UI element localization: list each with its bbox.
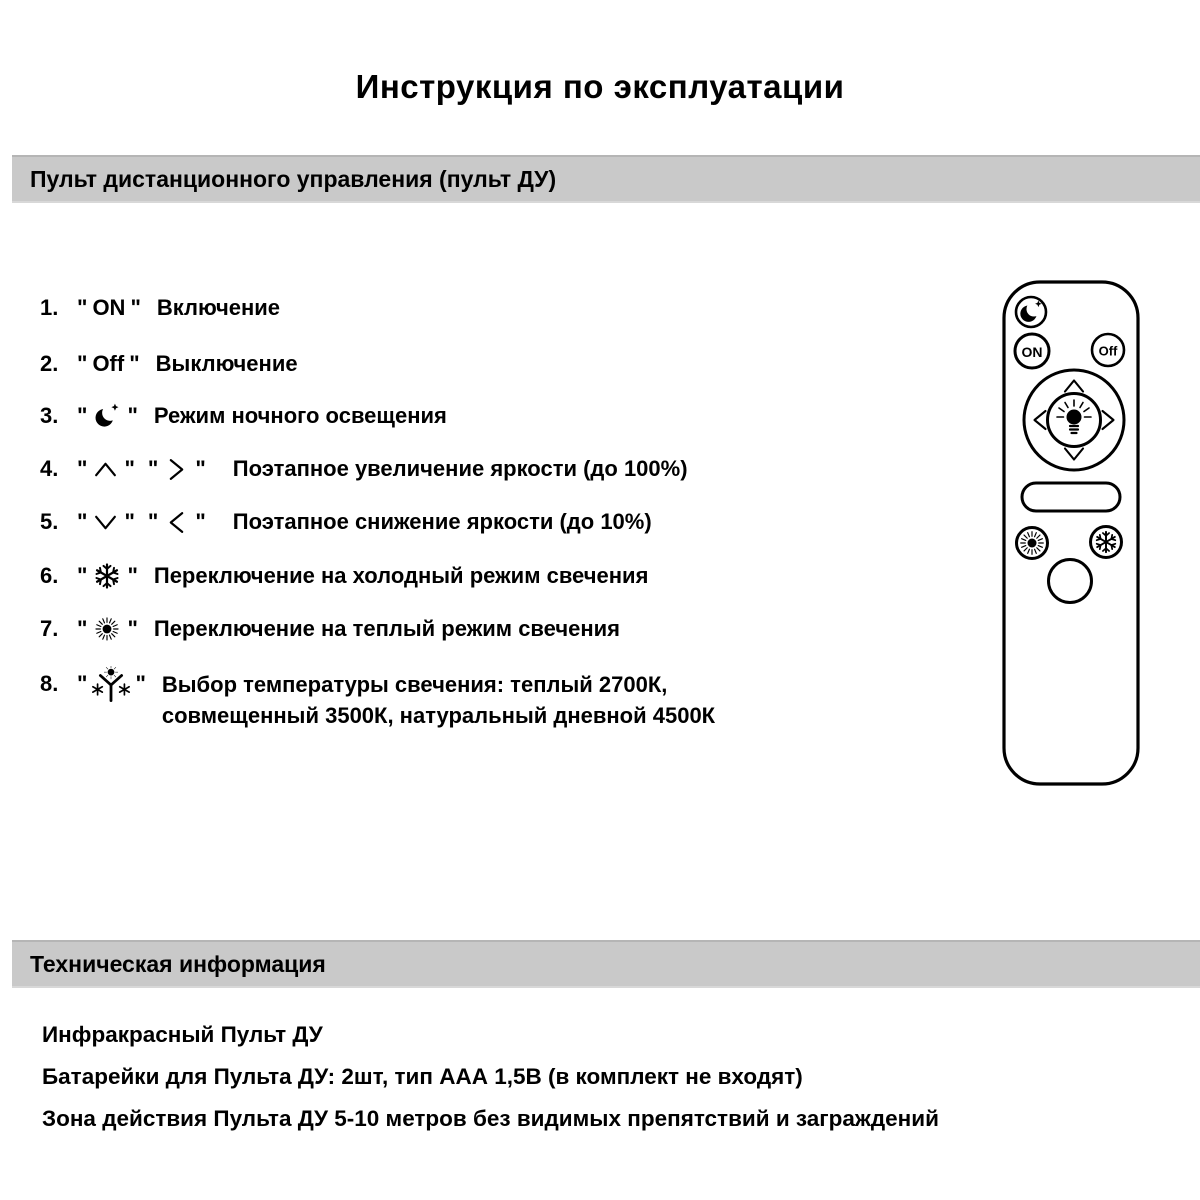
quote-mark: " bbox=[130, 295, 141, 320]
off-button-label: Off bbox=[1098, 343, 1118, 359]
item-number: 7. bbox=[40, 616, 59, 641]
sun-icon bbox=[92, 614, 122, 644]
moon-icon bbox=[92, 401, 122, 431]
quote-mark: " bbox=[77, 616, 88, 641]
instruction-item-brightness-up bbox=[40, 454, 688, 484]
color-temperature-mix-icon bbox=[92, 666, 130, 704]
quote-mark: " bbox=[195, 509, 206, 534]
quote-mark: " bbox=[124, 509, 135, 534]
sun-icon bbox=[1021, 532, 1044, 555]
item-label: Переключение на теплый режим свечения bbox=[153, 616, 621, 641]
instruction-item-cold-mode bbox=[40, 561, 648, 591]
item-number: 6. bbox=[40, 563, 59, 588]
tech-info-line-range: Зона действия Пульта ДУ 5-10 метров без видимых препятствий и заграждений bbox=[42, 1106, 939, 1131]
section-header-remote bbox=[12, 155, 1200, 203]
section-header-tech bbox=[12, 940, 1200, 988]
item-number: 4. bbox=[40, 456, 59, 481]
quote-mark: " bbox=[195, 456, 206, 481]
quote-mark: " bbox=[77, 563, 88, 588]
quote-mark: " bbox=[127, 403, 138, 428]
chevron-down-icon bbox=[92, 509, 119, 536]
item-label bbox=[162, 669, 715, 731]
item-label-line2: совмещенный 3500К, натуральный дневной 4500К bbox=[161, 703, 716, 728]
button-name-on: ON bbox=[92, 295, 126, 320]
item-number: 1. bbox=[40, 295, 59, 320]
quote-mark: " bbox=[147, 456, 159, 481]
item-number: 3. bbox=[40, 403, 59, 428]
quote-mark: " bbox=[77, 456, 88, 481]
instruction-item-color-temperature bbox=[40, 669, 715, 731]
quote-mark: " bbox=[77, 351, 88, 376]
instruction-item-off bbox=[40, 349, 298, 379]
item-label: Поэтапное увеличение яркости (до 100%) bbox=[232, 456, 688, 481]
page-title: Инструкция по эксплуатации bbox=[355, 68, 845, 105]
chevron-up-icon bbox=[92, 456, 119, 483]
quote-mark: " bbox=[127, 563, 138, 588]
item-number: 2. bbox=[40, 351, 59, 376]
remote-control-drawing bbox=[1002, 280, 1140, 786]
tech-info-line-remote-type: Инфракрасный Пульт ДУ bbox=[42, 1022, 323, 1047]
quote-mark: " bbox=[129, 351, 140, 376]
chevron-left-icon bbox=[163, 509, 190, 536]
quote-mark: " bbox=[77, 509, 88, 534]
direction-pad bbox=[1024, 370, 1124, 470]
quote-mark: " bbox=[147, 509, 159, 534]
instruction-item-night-mode bbox=[40, 401, 447, 431]
on-button-label: ON bbox=[1021, 344, 1043, 360]
item-label: Переключение на холодный режим свечения bbox=[153, 563, 649, 588]
item-number: 5. bbox=[40, 509, 59, 534]
night-mode-button bbox=[1016, 297, 1046, 327]
instruction-item-on bbox=[40, 293, 280, 323]
quote-mark: " bbox=[127, 616, 138, 641]
snowflake-icon bbox=[92, 561, 122, 591]
quote-mark: " bbox=[135, 671, 146, 696]
warm-mode-button bbox=[1017, 528, 1048, 559]
quote-mark: " bbox=[77, 403, 88, 428]
instruction-item-warm-mode bbox=[40, 614, 620, 644]
button-name-off: Off bbox=[92, 351, 125, 376]
wide-button bbox=[1022, 483, 1120, 511]
item-label: Выключение bbox=[155, 351, 298, 376]
quote-mark: " bbox=[77, 671, 88, 696]
item-label: Включение bbox=[156, 295, 281, 320]
chevron-right-icon bbox=[163, 456, 190, 483]
cold-mode-button bbox=[1091, 527, 1122, 558]
remote-control-illustration bbox=[1002, 280, 1140, 786]
instruction-item-brightness-down bbox=[40, 507, 652, 537]
round-button bbox=[1049, 560, 1092, 603]
quote-mark: " bbox=[124, 456, 135, 481]
item-label: Поэтапное снижение яркости (до 10%) bbox=[232, 509, 652, 534]
item-label-line1: Выбор температуры свечения: теплый 2700К, bbox=[161, 672, 668, 697]
quote-mark: " bbox=[77, 295, 88, 320]
tech-info-line-batteries: Батарейки для Пульта ДУ: 2шт, тип ААА 1,5В (в комплект не входят) bbox=[42, 1064, 803, 1089]
off-button bbox=[1092, 334, 1124, 366]
section-header-remote-label: Пульт дистанционного управления (пульт ДУ) bbox=[30, 165, 557, 192]
item-label: Режим ночного освещения bbox=[153, 403, 447, 428]
section-header-tech-label: Техническая информация bbox=[30, 950, 326, 977]
on-button bbox=[1015, 334, 1049, 368]
item-number: 8. bbox=[40, 671, 59, 696]
